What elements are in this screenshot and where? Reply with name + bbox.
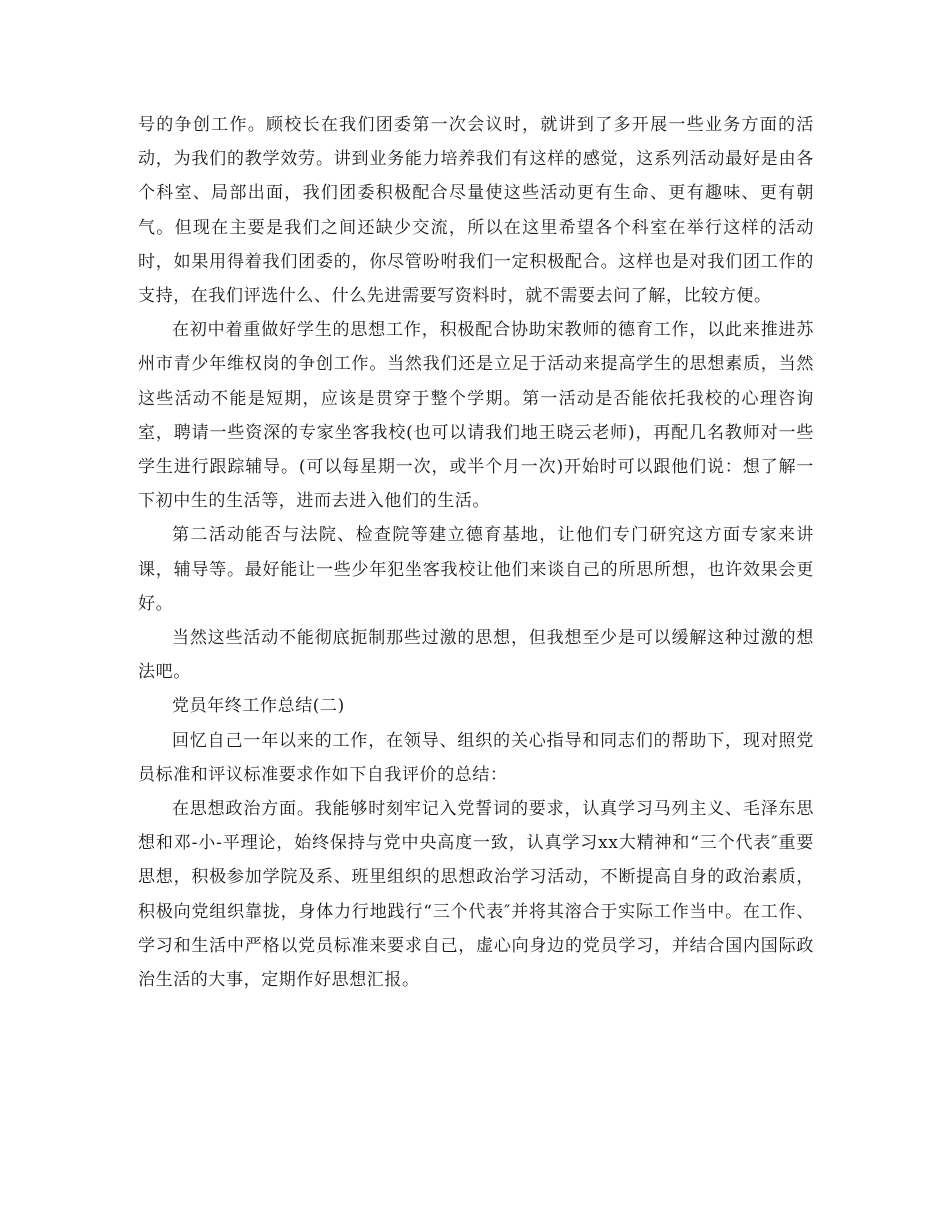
paragraph-political-thought: 在思想政治方面。我能够时刻牢记入党誓词的要求，认真学习马列主义、毛泽东思想和邓-小-平理论，始终保持与党中央高度一致，认真学习xx大精神和“三个代表″重要思想，积极参加学院及系、班里组织的思想政治学习活动，不断提高自身的政治素质，积极向党组织靠拢，身体力行地践行“三个代表″并将其溶合于实际工作当中。在工作、学习和生活中严格以党员标准来要求自己，虚心向身边的党员学习，并结合国内国际政治生活的大事，定期作好思想汇报。 (138, 799, 814, 991)
paragraph-review-intro: 回忆自己一年以来的工作，在领导、组织的关心指导和同志们的帮助下，现对照党员标准和评议标准要求作如下自我评价的总结： (138, 730, 814, 785)
paragraph-junior-high-work: 在初中着重做好学生的思想工作，积极配合协助宋教师的德育工作，以此来推进苏州市青少年维权岗的争创工作。当然我们还是立足于活动来提高学生的思想素质，当然这些活动不能是短期，应该是贯穿于整个学期。第一活动是否能依托我校的心理咨询室，聘请一些资深的专家坐客我校(也可以请我们地王晓云老师)，再配几名教师对一些学生进行跟踪辅导。(可以每星期一次，或半个月一次)开始时可以跟他们说：想了解一下初中生的生活等，进而去进入他们的生活。 (138, 320, 814, 512)
paragraph-conclusion: 当然这些活动不能彻底扼制那些过激的思想，但我想至少是可以缓解这种过激的想法吧。 (138, 628, 814, 683)
section-title: 党员年终工作总结(二) (172, 696, 345, 717)
paragraph-second-activity: 第二活动能否与法院、检查院等建立德育基地，让他们专门研究这方面专家来讲课，辅导等。最好能让一些少年犯坐客我校让他们来谈自己的所思所想，也许效果会更好。 (138, 525, 814, 614)
paragraph-continued: 号的争创工作。顾校长在我们团委第一次会议时，就讲到了多开展一些业务方面的活动，为我们的教学效劳。讲到业务能力培养我们有这样的感觉，这系列活动最好是由各个科室、局部出面，我们团委积极配合尽量使这些活动更有生命、更有趣味、更有朝气。但现在主要是我们之间还缺少交流，所以在这里希望各个科室在举行这样的活动时，如果用得着我们团委的，你尽管吩咐我们一定积极配合。这样也是对我们团工作的支持，在我们评选什么、什么先进需要写资料时，就不需要去问了解，比较方便。 (138, 115, 814, 307)
document-page (138, 108, 814, 997)
